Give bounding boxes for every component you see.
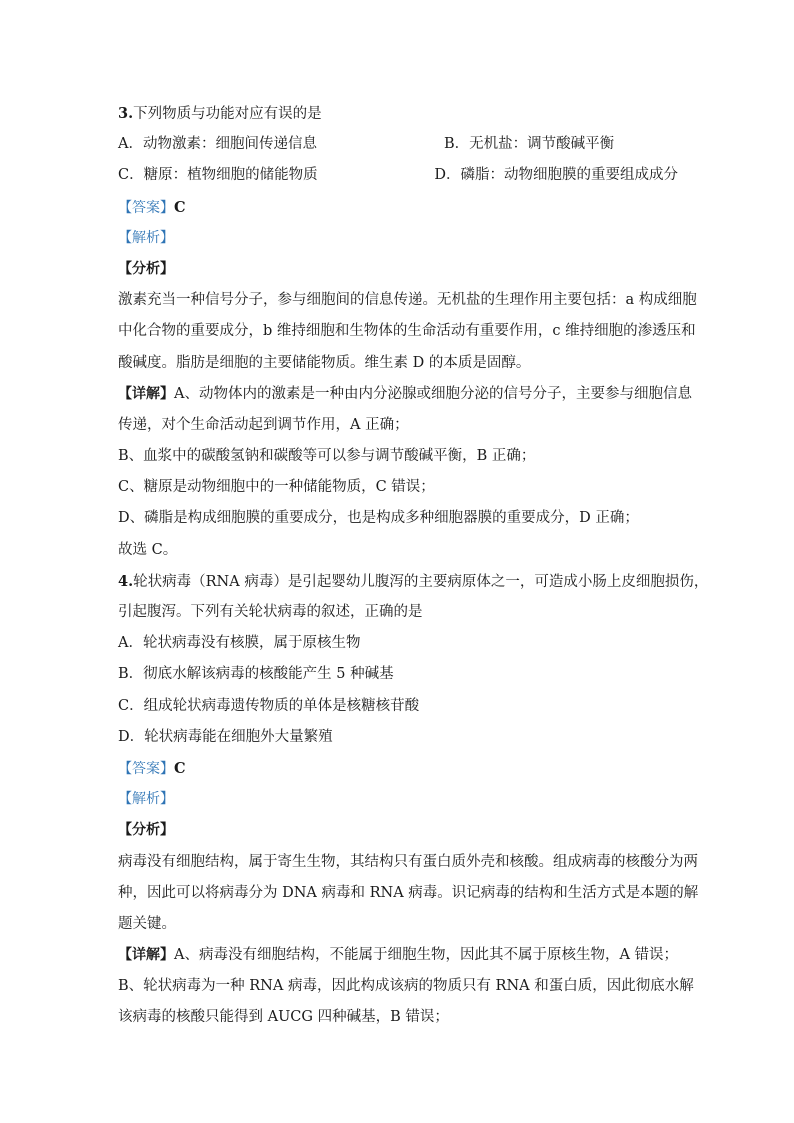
fenxi-heading [118,815,678,846]
fenxi-text-line: 种，因此可以将病毒分为 DNA 病毒和 RNA 病毒。识记病毒的结构和生活方式是本题的解 [118,884,699,901]
option-d: D．轮状病毒能在细胞外大量繁殖 [118,728,333,745]
conclusion-line: 故选 C。 [118,541,178,558]
analysis-line [118,784,678,815]
detail-text-line: C、糖原是动物细胞中的一种储能物质，C 错误； [118,479,435,496]
fenxi-heading [118,254,678,285]
detail-text-line: B、轮状病毒为一种 RNA 病毒，因此构成该病的物质只有 RNA 和蛋白质，因此彻底水解 [118,978,694,995]
detail-tag: 【详解】 [118,385,174,402]
option-a: A．动物激素：细胞间传递信息 [118,136,317,153]
question-3-options-row-2 [118,160,678,191]
question-3-stem [118,98,678,129]
analysis-tag: 【解析】 [118,229,174,246]
option-b: B．无机盐：调节酸碱平衡 [444,136,615,153]
detail-line [118,379,692,410]
answer-line [118,753,678,784]
detail-text-line: B、血浆中的碳酸氢钠和碳酸等可以参与调节酸碱平衡，B 正确； [118,448,536,465]
fenxi-tag: 【分析】 [118,260,174,277]
question-text: 轮状病毒（RNA 病毒）是引起婴幼儿腹泻的主要病原体之一，可造成小肠上皮细胞损伤， [133,573,709,590]
fenxi-text-line: 酸碱度。脂肪是细胞的主要储能物质。维生素 D 的本质是固醇。 [118,354,531,371]
fenxi-text-line: 激素充当一种信号分子，参与细胞间的信息传递。无机盐的生理作用主要包括：a 构成细胞 [118,292,697,309]
detail-text-line: 传递，对个生命活动起到调节作用，A 正确； [118,416,409,433]
answer-value: C [174,198,186,216]
question-4-stem [118,566,709,597]
answer-tag: 【答案】 [118,199,174,216]
question-text-line: 引起腹泻。下列有关轮状病毒的叙述，正确的是 [118,604,423,620]
document-page [118,98,709,1034]
answer-line [118,192,678,223]
fenxi-tag: 【分析】 [118,822,174,839]
detail-text-line: 该病毒的核酸只能得到 AUCG 四种碱基，B 错误； [118,1009,449,1026]
analysis-line [118,223,678,254]
detail-tag: 【详解】 [118,947,174,964]
detail-text: A、动物体内的激素是一种由内分泌腺或细胞分泌的信号分子，主要参与细胞信息 [174,385,692,402]
question-text: 下列物质与功能对应有误的是 [133,106,322,122]
fenxi-text-line: 题关键。 [118,915,176,932]
option-c: C．组成轮状病毒遗传物质的单体是核糖核苷酸 [118,697,420,714]
question-number: 3. [118,105,134,122]
detail-line [118,940,678,971]
option-a: A．轮状病毒没有核膜，属于原核生物 [118,635,361,652]
question-3-options-row-1 [118,129,678,160]
fenxi-text-line: 病毒没有细胞结构，属于寄生生物，其结构只有蛋白质外壳和核酸。组成病毒的核酸分为两 [118,853,698,870]
option-b: B．彻底水解该病毒的核酸能产生 5 种碱基 [118,666,394,683]
option-c: C．糖原：植物细胞的储能物质 [118,167,318,184]
analysis-tag: 【解析】 [118,791,174,808]
answer-value: C [174,759,186,777]
detail-text: A、病毒没有细胞结构，不能属于细胞生物，因此其不属于原核生物，A 错误； [174,947,679,964]
answer-tag: 【答案】 [118,760,174,777]
question-number: 4. [118,572,134,590]
detail-text-line: D、磷脂是构成细胞膜的重要成分，也是构成多种细胞器膜的重要成分，D 正确； [118,510,639,527]
option-d: D．磷脂：动物细胞膜的重要组成成分 [434,167,678,184]
fenxi-text-line: 中化合物的重要成分，b 维持细胞和生物体的生命活动有重要作用，c 维持细胞的渗透压和 [118,323,696,340]
